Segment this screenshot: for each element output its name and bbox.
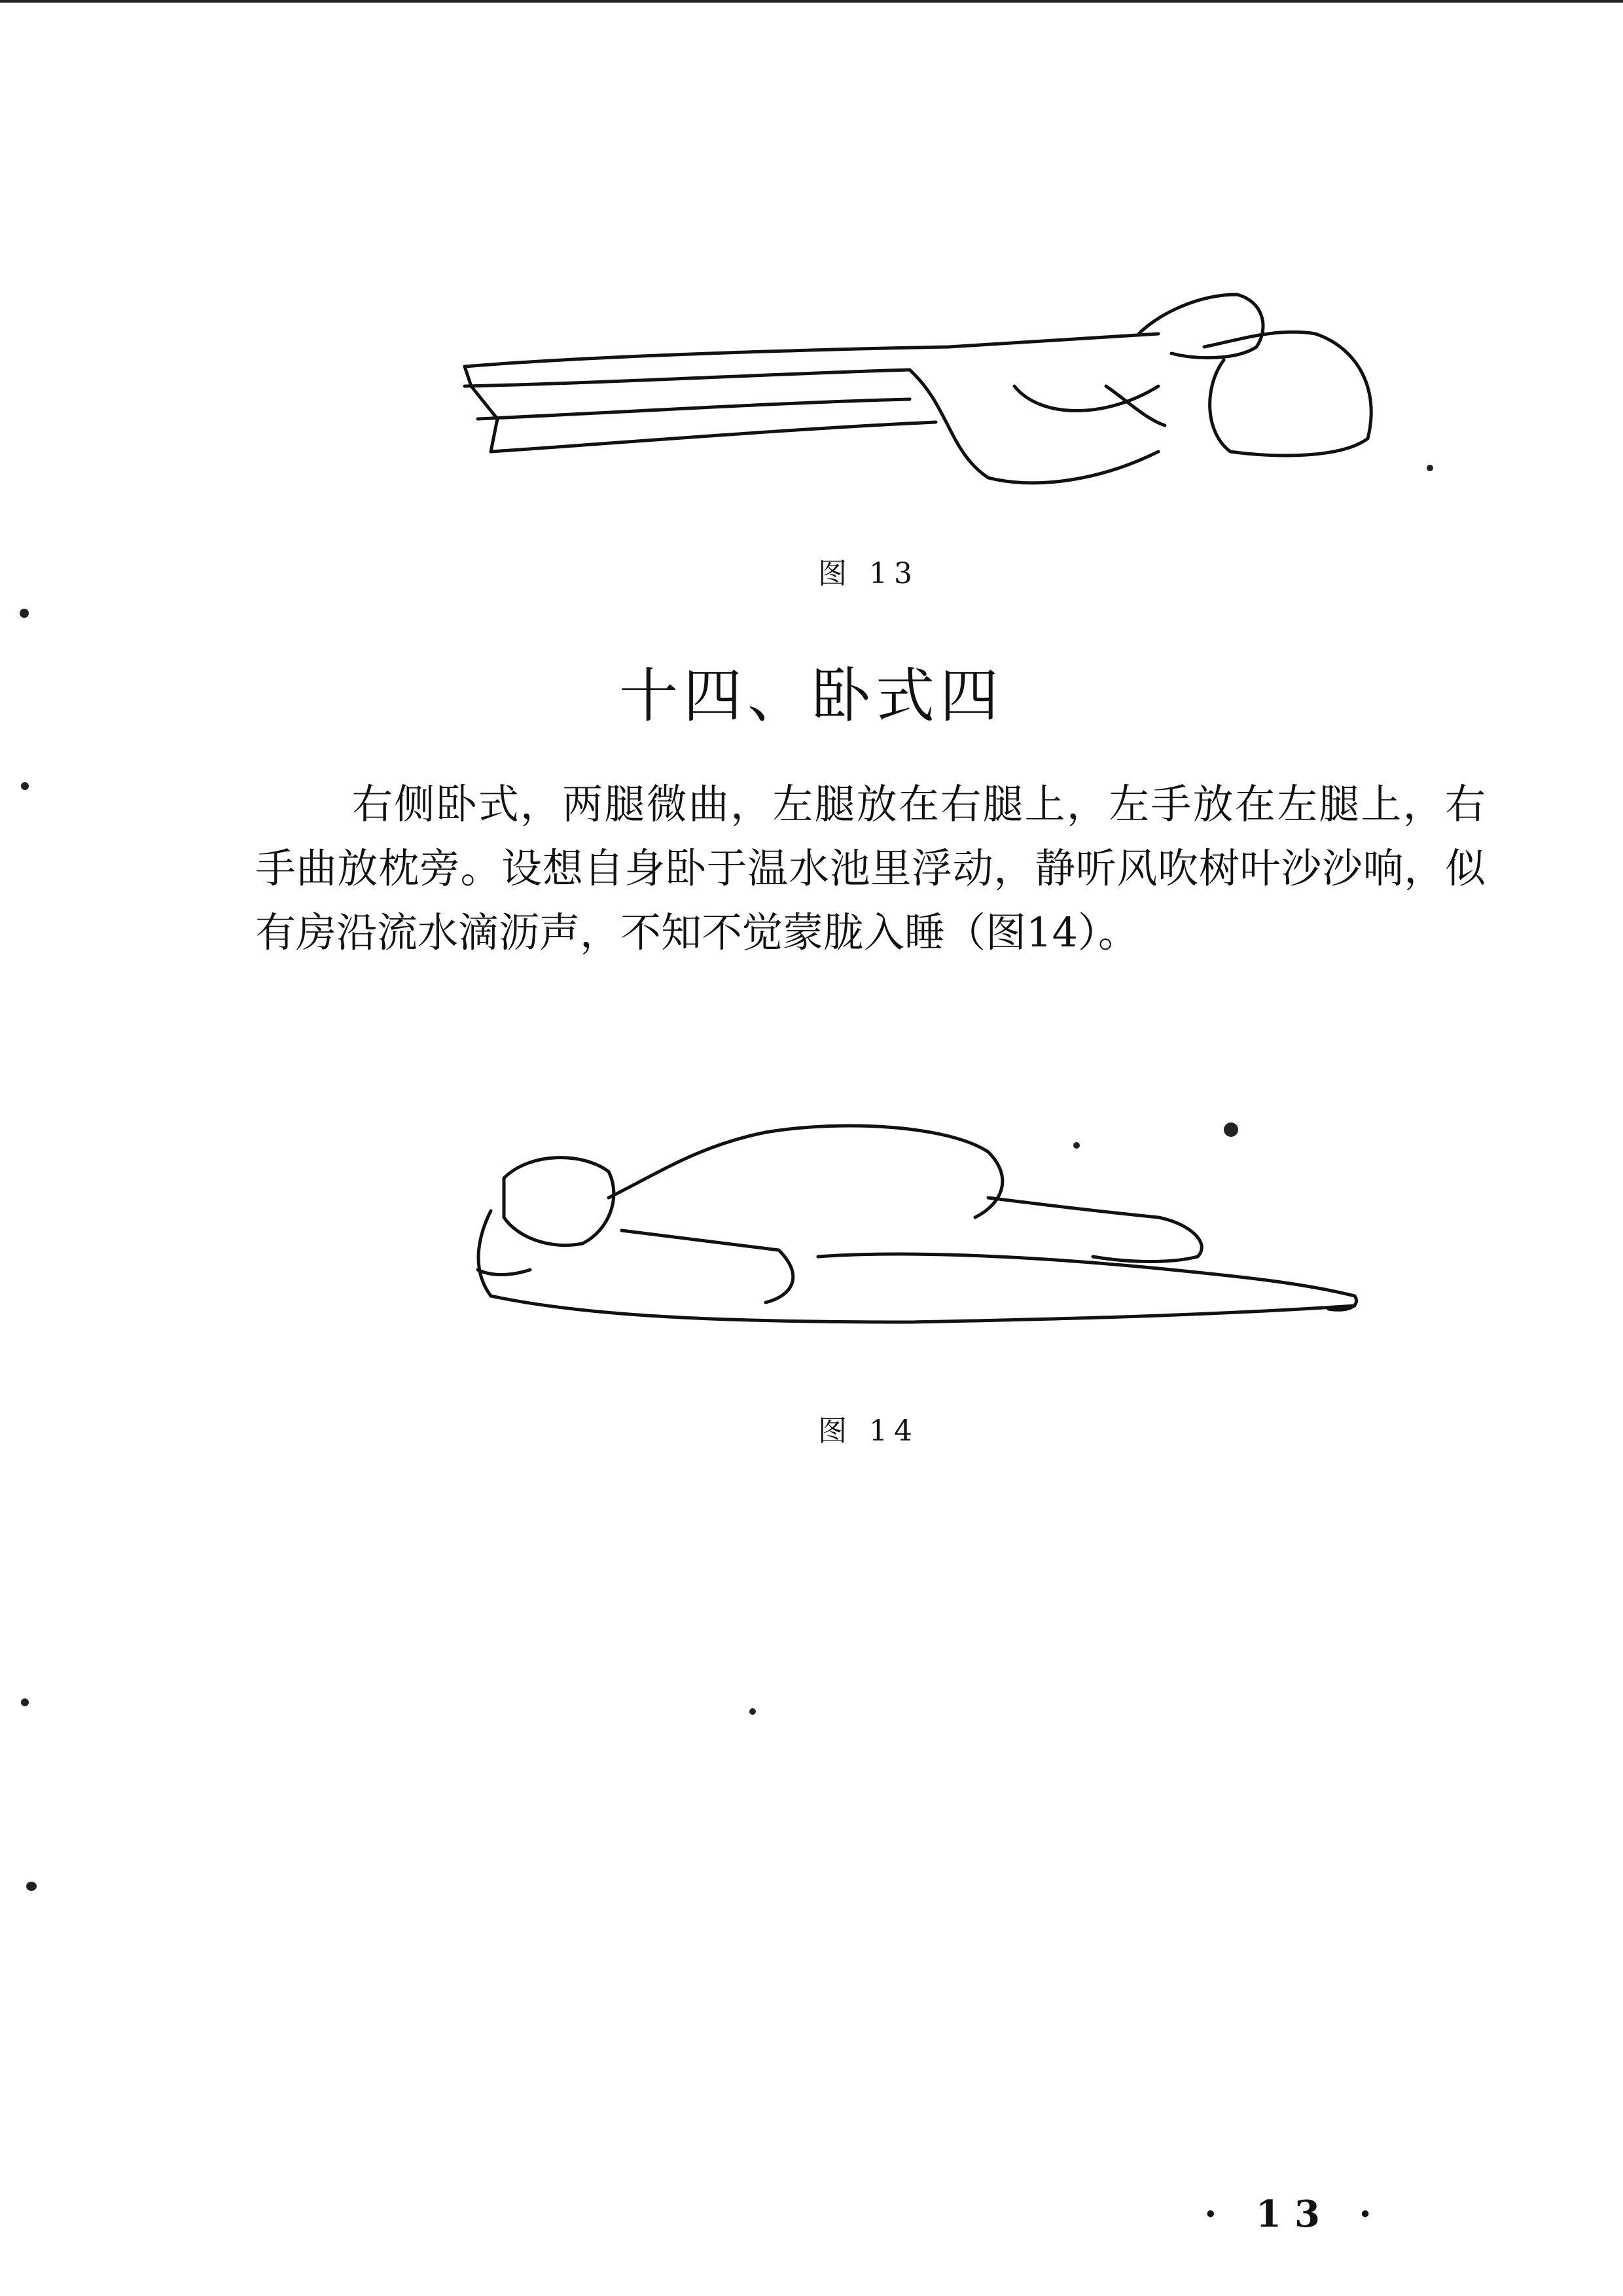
- scan-speck: [1073, 1142, 1080, 1149]
- scan-speck: [21, 782, 29, 790]
- figure-13-illustration: [452, 255, 1407, 517]
- scan-speck: [20, 609, 29, 618]
- figure-13-caption: 图 13: [818, 557, 919, 590]
- scan-speck: [26, 1882, 37, 1891]
- scan-speck: [1224, 1122, 1238, 1137]
- person-lying-on-back-icon: [452, 255, 1407, 517]
- page-number: · 13 ·: [1204, 2193, 1385, 2236]
- scan-speck: [1427, 465, 1433, 471]
- page-top-edge: [0, 0, 1623, 3]
- figure-14-illustration: [452, 1080, 1368, 1355]
- section-paragraph: 右侧卧式，两腿微曲，左腿放在右腿上，左手放在左腿上，右手曲放枕旁。设想自身卧于温水池里浮动，静听风吹树叶沙沙响，似有房沿流水滴沥声，不知不觉蒙胧入睡（图14）。: [255, 780, 1486, 956]
- scan-speck: [749, 1708, 756, 1715]
- scan-speck: [21, 1698, 29, 1706]
- section-heading: 十四、卧式四: [619, 662, 1004, 730]
- figure-14-caption: 图 14: [818, 1414, 919, 1448]
- person-lying-on-right-side-icon: [452, 1080, 1368, 1355]
